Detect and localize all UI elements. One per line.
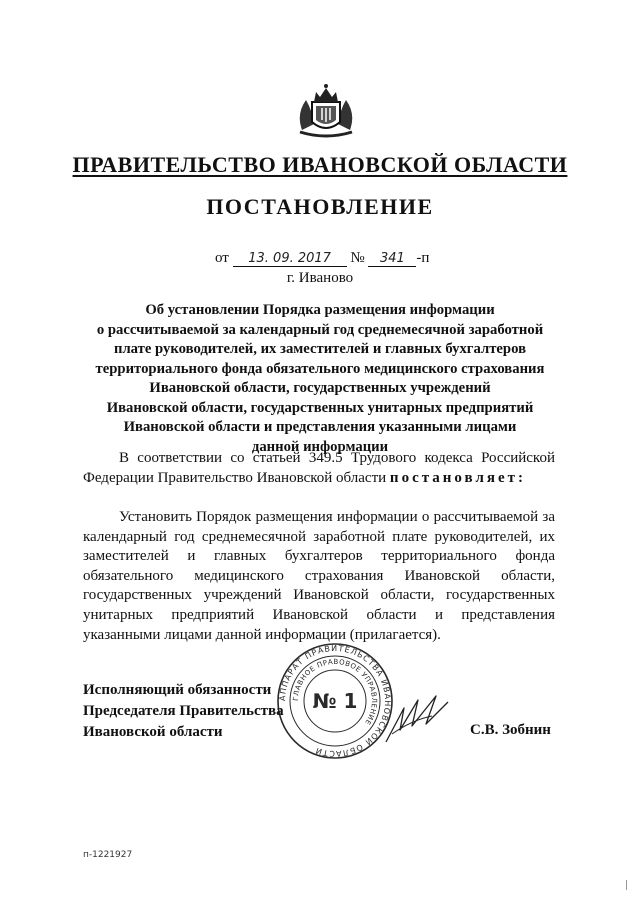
resolution-paragraph bbox=[83, 508, 555, 645]
resolution-text: Установить Порядок размещения информации о рассчитываемой за календарный год среднемесячной заработной плате руководителей, их заместителей и главных бухгалтеров территориального фонда обязательного медицинского страхования Ивановской области, государственных учреждений Ивановской области, государственных унитарных предприятий Ивановской области и представления указанными лицами данной информации (прилагается). bbox=[83, 509, 555, 643]
preamble-paragraph bbox=[83, 449, 555, 488]
position-line: Ивановской области bbox=[83, 724, 223, 740]
stamp-number: № 1 bbox=[312, 689, 358, 713]
scan-edge-mark bbox=[626, 880, 627, 890]
preamble-text: В соответствии со статьей 349.5 Трудового кодекса Российской Федерации Правительство Ивановской области bbox=[83, 450, 555, 486]
document-code: п-1221927 bbox=[83, 850, 133, 860]
handwritten-signature bbox=[382, 690, 452, 750]
resolves-word: постановляет: bbox=[389, 469, 526, 486]
date-value: 13. 09. 2017 bbox=[233, 251, 347, 267]
number-value: 341 bbox=[368, 251, 416, 267]
subject-line: о рассчитываемой за календарный год среднемесячной заработной bbox=[96, 321, 544, 338]
position-line: Председателя Правительства bbox=[83, 703, 284, 719]
stamp-inner-text: ГЛАВНОЕ ПРАВОВОЕ УПРАВЛЕНИЕ bbox=[291, 657, 379, 727]
city-line: г. Иваново bbox=[286, 270, 354, 286]
document-type-heading: ПОСТАНОВЛЕНИЕ bbox=[206, 194, 434, 219]
subject-line: Об установлении Порядка размещения информации bbox=[145, 302, 495, 318]
signatory-position bbox=[83, 680, 284, 743]
document-subject bbox=[0, 301, 640, 457]
subject-line: Ивановской области и представления указанными лицами bbox=[123, 419, 517, 435]
position-line: Исполняющий обязанности bbox=[83, 682, 272, 698]
subject-line: Ивановской области, государственных учреждений bbox=[149, 380, 491, 396]
subject-line: данной информации bbox=[251, 438, 389, 455]
subject-line: Ивановской области, государственных унитарных предприятий bbox=[106, 399, 534, 416]
coat-of-arms-emblem bbox=[292, 80, 360, 140]
subject-line: территориального фонда обязательного медицинского страхования bbox=[95, 360, 545, 377]
date-prefix: от bbox=[215, 250, 229, 266]
official-stamp bbox=[276, 642, 394, 760]
stamp-outer-text: АППАРАТ ПРАВИТЕЛЬСТВА ИВАНОВСКОЙ ОБЛАСТИ bbox=[277, 643, 393, 759]
signer-name: С.В. Зобнин bbox=[470, 722, 551, 738]
number-suffix: -п bbox=[416, 250, 430, 266]
registration-line bbox=[215, 250, 429, 267]
government-title: ПРАВИТЕЛЬСТВО ИВАНОВСКОЙ ОБЛАСТИ bbox=[72, 152, 568, 177]
subject-line: плате руководителей, их заместителей и главных бухгалтеров bbox=[113, 341, 526, 357]
number-prefix: № bbox=[350, 250, 365, 266]
